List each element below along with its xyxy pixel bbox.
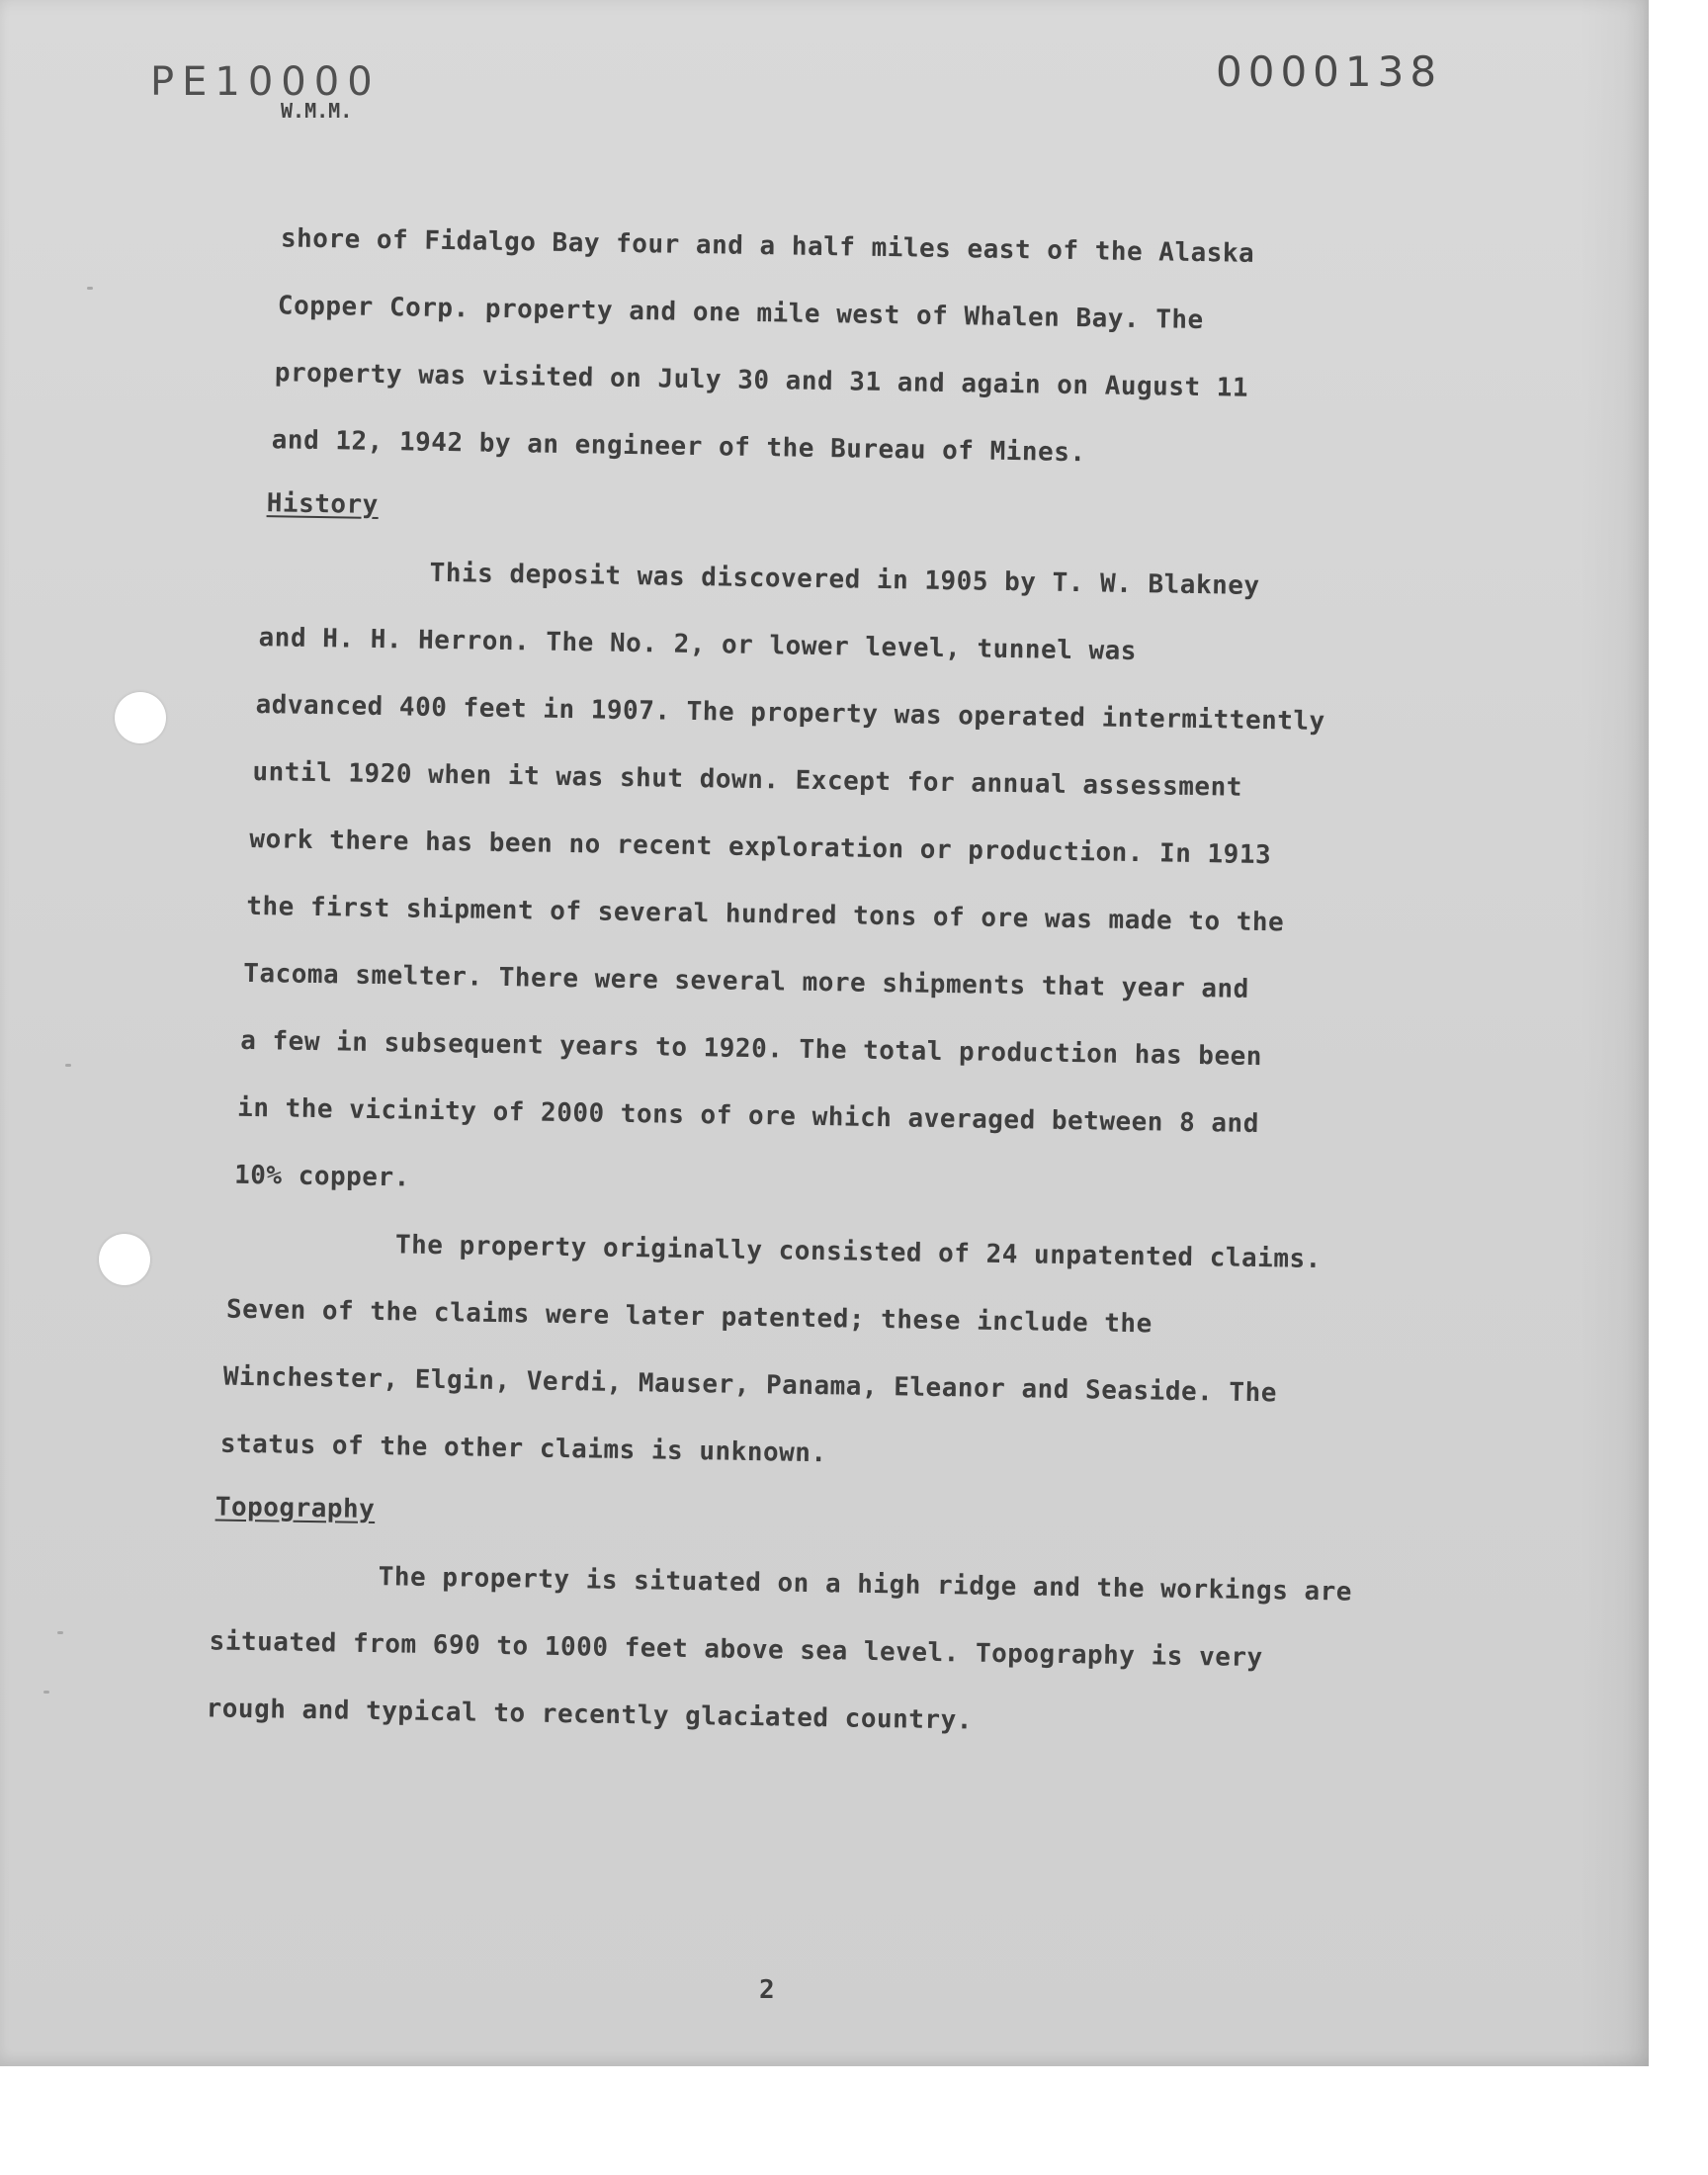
document-number: 0000138 <box>1216 47 1443 96</box>
text-line: Seven of the claims were later patented; these include the <box>225 1294 1153 1340</box>
section-heading-topography: Topography <box>214 1492 376 1525</box>
punch-hole-top <box>115 692 166 743</box>
scan-speck <box>87 287 93 290</box>
text-line: status of the other claims is unknown. <box>219 1429 827 1469</box>
text-line: until 1920 when it was shut down. Except for annual assessment <box>252 756 1243 803</box>
text-line: Winchester, Elgin, Verdi, Mauser, Panama, Eleanor and Seaside. The <box>222 1361 1278 1409</box>
text-line: advanced 400 feet in 1907. The property was operated intermittently <box>255 690 1325 738</box>
scan-speck <box>43 1691 49 1694</box>
text-line: situated from 690 to 1000 feet above sea level. Topography is very <box>209 1626 1263 1674</box>
scan-margin <box>0 2066 1708 2175</box>
text-line: Tacoma smelter. There were several more shipments that year and <box>243 958 1250 1004</box>
text-line: shore of Fidalgo Bay four and a half miles east of the Alaska <box>280 223 1255 269</box>
text-line: The property originally consisted of 24 unpatented claims. <box>394 1230 1323 1275</box>
text-line: and 12, 1942 by an engineer of the Bureau of Mines. <box>271 425 1086 469</box>
scan-speck <box>65 1064 71 1067</box>
stamp-code: PE10000 <box>150 59 381 105</box>
text-line: in the vicinity of 2000 tons of ore which averaged between 8 and <box>236 1092 1260 1140</box>
text-line: property was visited on July 30 and 31 and again on August 11 <box>274 358 1249 403</box>
text-line: Copper Corp. property and one mile west of Whalen Bay. The <box>277 291 1204 336</box>
text-line: work there has been no recent exploration or production. In 1913 <box>249 824 1272 871</box>
text-line: and H. H. Herron. The No. 2, or lower level, tunnel was <box>258 623 1138 667</box>
text-line: a few in subsequent years to 1920. The total production has been <box>239 1025 1263 1073</box>
text-line: 10% copper. <box>233 1160 410 1193</box>
scan-speck <box>57 1631 63 1634</box>
section-heading-history: History <box>266 488 380 520</box>
punch-hole-bottom <box>99 1234 150 1285</box>
author-initials: W.M.M. <box>281 99 353 123</box>
text-line: the first shipment of several hundred tons of ore was made to the <box>246 891 1285 938</box>
text-line: This deposit was discovered in 1905 by T. W. Blakney <box>429 558 1260 601</box>
text-line: rough and typical to recently glaciated country. <box>206 1694 974 1736</box>
page-number: 2 <box>759 1975 775 2005</box>
text-line: The property is situated on a high ridge and the workings are <box>378 1562 1353 1608</box>
